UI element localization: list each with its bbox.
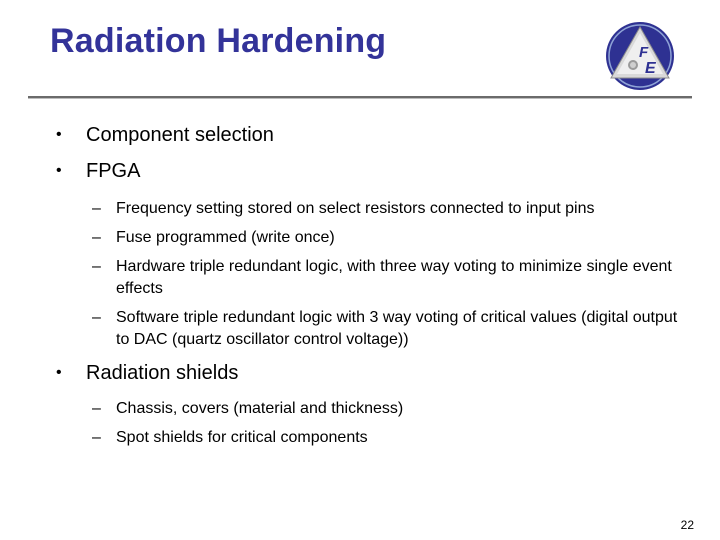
fe-logo-icon	[600, 16, 680, 92]
sub-bullet-text: Chassis, covers (material and thickness)	[116, 400, 404, 417]
sub-bullet-text: Hardware triple redundant logic, with three way voting to minimize single event effects	[116, 258, 672, 297]
sub-bullet-dash: –	[92, 258, 101, 275]
bullet-text: Radiation shields	[86, 362, 239, 384]
sub-bullet-text: Frequency setting stored on select resistors connected to input pins	[116, 200, 595, 217]
bullet-text: FPGA	[86, 160, 141, 182]
sub-bullet-dash: –	[92, 200, 101, 217]
bullet-item	[56, 158, 686, 184]
bullet-item	[56, 122, 686, 148]
sub-bullet-text: Spot shields for critical components	[116, 429, 368, 446]
sub-bullet-item	[56, 398, 686, 420]
sub-bullet-item	[56, 227, 686, 249]
svg-text:F: F	[639, 44, 649, 61]
slide-title: Radiation Hardening	[50, 22, 387, 60]
sub-bullet-item	[56, 427, 686, 449]
title-divider-shadow	[28, 98, 692, 99]
sub-bullet-dash: –	[92, 400, 101, 417]
page-number: 22	[680, 518, 694, 532]
bullet-text: Component selection	[86, 124, 274, 146]
bullet-dot: •	[56, 364, 62, 381]
bullet-list	[56, 122, 686, 449]
sub-bullet-item	[56, 198, 686, 220]
sub-bullet-dash: –	[92, 309, 101, 326]
sub-bullet-item	[56, 307, 686, 351]
sub-bullet-text: Fuse programmed (write once)	[116, 229, 335, 246]
sub-bullet-item	[56, 256, 686, 300]
bullet-dot: •	[56, 126, 62, 143]
sub-bullet-text: Software triple redundant logic with 3 way voting of critical values (digital output to DAC (quartz oscillator control voltage))	[116, 309, 678, 348]
bullet-item	[56, 360, 686, 386]
sub-bullet-dash: –	[92, 229, 101, 246]
svg-text:E: E	[645, 60, 656, 77]
sub-bullet-dash: –	[92, 429, 101, 446]
bullet-dot: •	[56, 162, 62, 179]
